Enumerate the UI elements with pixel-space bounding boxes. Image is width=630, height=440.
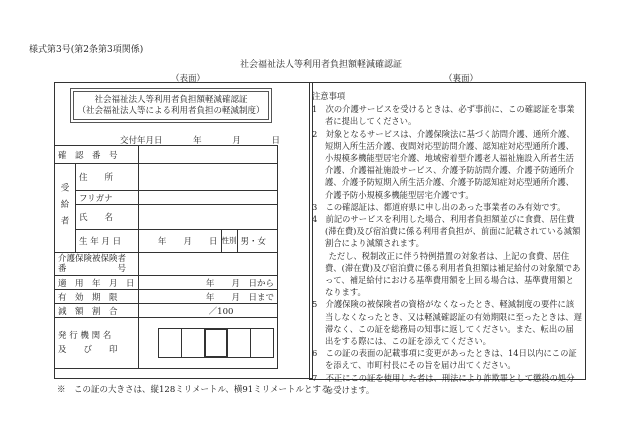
applicable-date-value[interactable]: 年 月 日から [138, 276, 277, 290]
address-value[interactable] [138, 164, 277, 191]
birth-date-value[interactable]: 年 月 日 [138, 230, 221, 253]
address-label: 住 所 [76, 164, 139, 191]
issue-date-label: 交付年月日 [120, 136, 163, 146]
note-item: 3 この確認証は、都道府県に申し出のあった事業者のみ有効です。 [312, 201, 566, 212]
furigana-value[interactable] [138, 191, 277, 205]
validity-value[interactable]: 年 月 日まで [138, 290, 277, 304]
sex-label: 性別 [221, 230, 237, 253]
note-item: 4 前記のサービスを利用した場合、利用者負担額並びに食費、居住費(滞在費)及び宿泊費に係る利用者負担が、前面に記載されている減額割合により減額されます。 [312, 214, 581, 249]
validity-label: 有 効 期 限 [55, 290, 139, 304]
name-label: 氏 名 [76, 205, 139, 230]
reduction-ratio-label: 減 額 割 合 [55, 304, 139, 318]
certificate-subtitle: （社会福祉法人等による利用者負担の軽減制度） [77, 106, 265, 116]
issuer-seal-area[interactable] [138, 318, 277, 369]
issue-date-month: 月 [232, 136, 241, 146]
issuer-label: 発 行 機 関 名 及 び 印 [55, 318, 139, 369]
sex-value[interactable]: 男・女 [237, 230, 278, 253]
note-item: 1 次の介護サービスを受けるときは、必ず事前に、この確認証を事業者に提出してください。 [312, 104, 575, 127]
applicable-date-label: 適 用 年 月 日 [55, 276, 139, 290]
seal-boxes [159, 328, 274, 358]
issue-date-year: 年 [193, 136, 202, 146]
note-item: ただし、税制改正に伴う特例措置の対象者は、上記の食費、居住費、(滞在費)及び宿泊費に係る利用者負担額は補足給付の対象額であって、補足給付における基準費用額を上回る場合は、基準費用額となります。 [312, 250, 581, 298]
issue-date-day: 日 [271, 136, 280, 146]
note-item: 5 介護保険の被保険者の資格がなくなったとき、軽減制度の要件に該当しなくなったとき、又は軽減確認証の有効期限に至ったときは、遅滞なく、この証を総務局の知事に返してください。また、転出の届出をする際には、この証を添えてください。 [312, 299, 582, 347]
insurance-number-value[interactable] [138, 253, 277, 276]
certificate-form-table [54, 145, 278, 369]
furigana-label: フリガナ [76, 191, 139, 205]
recipient-label: 受給者 [55, 164, 76, 253]
note-item: 7 不正にこの証を使用した者は、刑法により詐欺罪として懲役の処分を受けます。 [312, 372, 575, 395]
notes-heading: 注意事項 [312, 91, 346, 101]
certificate-title: 社会福祉法人等利用者負担額軽減確認証 [94, 95, 248, 105]
certificate-title-box [73, 91, 269, 120]
birth-date-label: 生 年 月 日 [76, 230, 139, 253]
insurance-number-label: 介護保険被保険者 番 号 [55, 253, 139, 276]
size-footnote: ※ この証の大きさは、縦128ミリメートル、横91ミリメートルとする。 [57, 385, 339, 395]
document-title: 社会福祉法人等利用者負担額軽減確認証 [240, 60, 403, 70]
back-side-label: （裏面） [444, 74, 479, 84]
note-item: 6 この証の表面の記載事項に変更があったときは、14日以内にこの証を添えて、市町村長にその旨を届け出てください。 [312, 348, 577, 371]
confirmation-number-value[interactable] [138, 146, 277, 164]
notes-section [312, 90, 582, 396]
reduction-ratio-value[interactable]: ／100 [138, 304, 277, 318]
name-value[interactable] [138, 205, 277, 230]
form-number: 様式第3号(第2条第3項関係) [29, 45, 144, 55]
confirmation-number-label: 確 認 番 号 [55, 146, 139, 164]
note-item: 2 対象となるサービスは、介護保険法に基づく訪問介護、通所介護、短期入所生活介護、夜間対応型訪問介護、認知症対応型通所介護、小規模多機能型居宅介護、地域密着型介護老人福祉施設入所者生活介護、介護福祉施設サービス、介護予防訪問介護、介護予防通所介護、介護予防短期入所生活介護、介護予防認知症対応型通所介護、介護予防小規模多機能型居宅介護です。 [312, 128, 575, 200]
front-side-label: （表面） [171, 74, 206, 84]
